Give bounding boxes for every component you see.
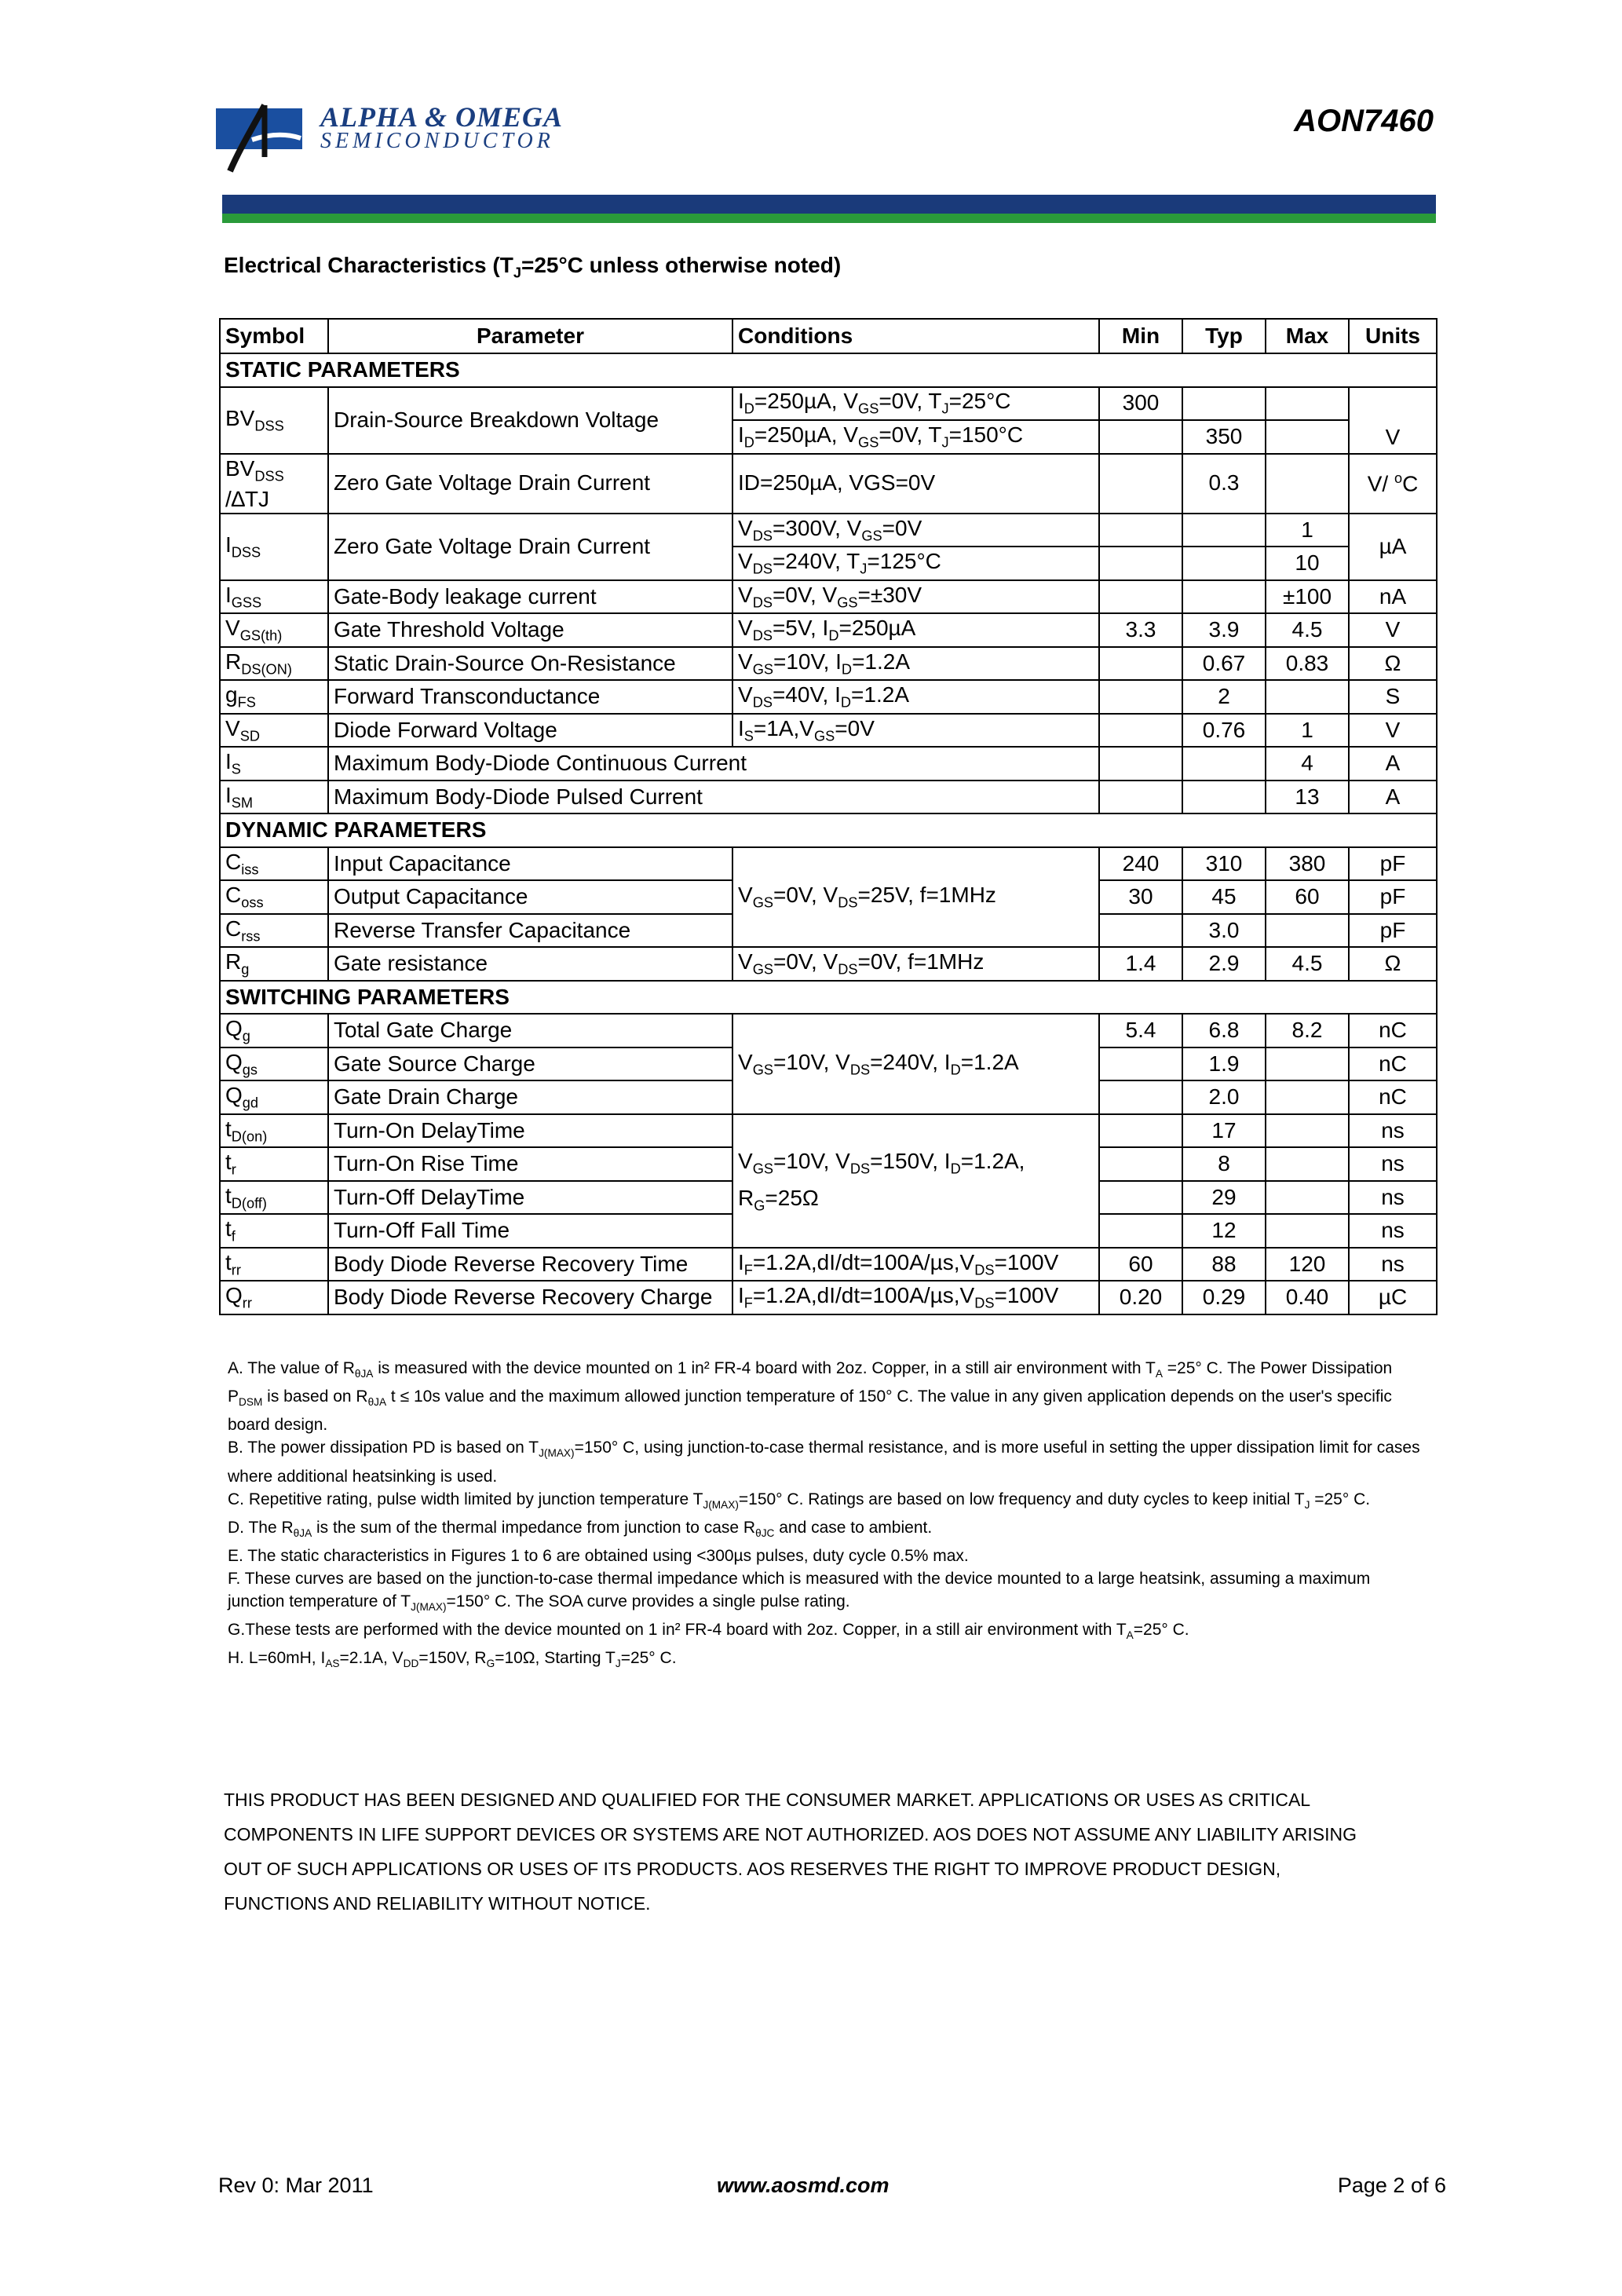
symbol-ism: $I_{SM}$ (220, 781, 328, 814)
note-e: E. The static characteristics in Figures 1 to 6 are obtained using <300µs pulses, duty cycle 0.5% max. (228, 1546, 969, 1565)
symbol-rdson: $R_{DS(ON)}$ (220, 647, 328, 681)
section-switching: SWITCHING PARAMETERS (220, 981, 1437, 1015)
typ-trr: 88 (1182, 1248, 1266, 1281)
table-row (220, 714, 1437, 748)
max-ciss: 380 (1266, 847, 1349, 881)
units-rg: Ω (1349, 947, 1437, 981)
symbol-gfs: $g_{FS}$ (220, 680, 328, 714)
typ-bvdss-2: 350 (1182, 420, 1266, 454)
typ-bvdss-tj: 0.3 (1182, 454, 1266, 514)
typ-gfs: 2 (1182, 680, 1266, 714)
symbol-tr: $t_r$ (220, 1147, 328, 1181)
symbol-vsd: $V_{SD}$ (220, 714, 328, 748)
typ-tdon: 17 (1182, 1114, 1266, 1148)
table-row (220, 647, 1437, 681)
symbol-bvdss-tj: $BV_{DSS}$ /∆TJ (220, 454, 328, 514)
min-bvdss-1: 300 (1099, 387, 1182, 421)
max-idss-2: 10 (1266, 547, 1349, 580)
brand-subtitle: SEMICONDUCTOR (320, 129, 554, 153)
max-igss: ±100 (1266, 580, 1349, 614)
symbol-tf: $t_f$ (220, 1214, 328, 1248)
disclaimer-line: OUT OF SUCH APPLICATIONS OR USES OF ITS PRODUCTS. AOS RESERVES THE RIGHT TO IMPROVE PRODUCT DESIGN, (224, 1859, 1281, 1879)
typ-vgsth: 3.9 (1182, 613, 1266, 647)
header-band-blue (222, 195, 1436, 214)
param-qrr: Body Diode Reverse Recovery Charge (328, 1281, 732, 1314)
param-trr: Body Diode Reverse Recovery Time (328, 1248, 732, 1281)
note-b: B. The power dissipation PD is based on $T_{J(MAX)}=150^\circ$ C, using junction-to-case thermal resistance, and is more useful in setting the upper dissipation limit for cases where additional heatsinking is used. (228, 1439, 1420, 1486)
symbol-qgd: $Q_{gd}$ (220, 1080, 328, 1114)
table-row (220, 1281, 1437, 1314)
param-ciss: Input Capacitance (328, 847, 732, 881)
symbol-qrr: $Q_{rr}$ (220, 1281, 328, 1314)
note-h: H. L=60mH, $I_{AS}=2.1A$, $V_{DD}=150V$, $R_G=10\Omega$, Starting $T_J=25^\circ$ C. (228, 1649, 677, 1670)
units-tf: ns (1349, 1214, 1437, 1248)
cond-trr: $I_F=1.2A,dI/dt=100A/\mu s,V_{DS}=100V$ (732, 1248, 1099, 1281)
footer-revision: Rev 0: Mar 2011 (218, 2174, 374, 2197)
cond-bvdss-2: $I_D=250\mu A$, $V_{GS}=0V$, $T_J=150^\circ C$ (732, 420, 1099, 454)
table-row (220, 454, 1437, 514)
table-row (220, 847, 1437, 881)
typ-tf: 12 (1182, 1214, 1266, 1248)
section-static: STATIC PARAMETERS (220, 353, 1437, 387)
units-qgs: nC (1349, 1047, 1437, 1081)
param-rdson: Static Drain-Source On-Resistance (328, 647, 732, 681)
min-rg: 1.4 (1099, 947, 1182, 981)
param-coss: Output Capacitance (328, 880, 732, 914)
disclaimer-line: FUNCTIONS AND RELIABILITY WITHOUT NOTICE. (224, 1893, 651, 1914)
symbol-ciss: $C_{iss}$ (220, 847, 328, 881)
max-is: 4 (1266, 747, 1349, 781)
typ-vsd: 0.76 (1182, 714, 1266, 748)
param-tdoff: Turn-Off DelayTime (328, 1181, 732, 1215)
col-header-typ: Typ (1182, 319, 1266, 353)
units-is: A (1349, 747, 1437, 781)
param-idss: Zero Gate Voltage Drain Current (328, 514, 732, 580)
col-header-conditions: Conditions (732, 319, 1099, 353)
symbol-tdon: $t_{D(on)}$ (220, 1114, 328, 1148)
units-qgd: nC (1349, 1080, 1437, 1114)
param-bvdss-tj: Zero Gate Voltage Drain Current (328, 454, 732, 514)
cond-qrr: $I_F=1.2A,dI/dt=100A/\mu s,V_{DS}=100V$ (732, 1281, 1099, 1314)
param-gfs: Forward Transconductance (328, 680, 732, 714)
note-f: F. These curves are based on the junction-to-case thermal impedance which is measured with the device mounted to a large heatsink, assuming a maximum junction temperature of $T_{J(MAX)}=150^\circ$ C. The SOA curve provides a single pulse rating. (228, 1569, 1371, 1614)
symbol-tdoff: $t_{D(off)}$ (220, 1181, 328, 1215)
max-idss-1: 1 (1266, 514, 1349, 547)
max-qg: 8.2 (1266, 1014, 1349, 1047)
cond-bvdss-tj: ID=250µA, VGS=0V (732, 454, 1099, 514)
symbol-vgsth: $V_{GS(th)}$ (220, 613, 328, 647)
units-ciss: pF (1349, 847, 1437, 881)
table-row (220, 947, 1437, 981)
note-c: C. Repetitive rating, pulse width limited by junction temperature $T_{J(MAX)}=150^\circ$ C. Ratings are based on low frequency and duty cycles to keep initial $T_J =25^\circ$ C. (228, 1490, 1371, 1511)
cond-vgsth: $V_{DS}=5V$, $I_D=250\mu A$ (732, 613, 1099, 647)
param-igss: Gate-Body leakage current (328, 580, 732, 614)
typ-rdson: 0.67 (1182, 647, 1266, 681)
min-vgsth: 3.3 (1099, 613, 1182, 647)
symbol-igss: $I_{GSS}$ (220, 580, 328, 614)
electrical-characteristics-table (219, 318, 1438, 1315)
table-row (220, 747, 1437, 781)
typ-qgd: 2.0 (1182, 1080, 1266, 1114)
col-header-min: Min (1099, 319, 1182, 353)
units-bvdss-tj: V/ $^o$C (1349, 454, 1437, 514)
cond-gfs: $V_{DS}=40V$, $I_D=1.2A$ (732, 680, 1099, 714)
max-qrr: 0.40 (1266, 1281, 1349, 1314)
col-header-parameter: Parameter (328, 319, 732, 353)
units-vsd: V (1349, 714, 1437, 748)
cond-idss-1: $V_{DS}=300V$, $V_{GS}=0V$ (732, 514, 1099, 547)
company-logo-icon (216, 102, 310, 174)
note-d: D. The $R_{\theta JA}$ is the sum of the thermal impedance from junction to case $R_{\theta JC}$ and case to ambient. (228, 1518, 933, 1539)
symbol-qg: $Q_g$ (220, 1014, 328, 1047)
min-qrr: 0.20 (1099, 1281, 1182, 1314)
typ-qgs: 1.9 (1182, 1047, 1266, 1081)
note-a: A. The value of $R_{\theta JA}$ is measured with the device mounted on 1 in² FR-4 board with 2oz. Copper, in a still air environment with $T_A =25^\circ$ C. The Power Dissipation $P_{DSM}$ is based on $R_{\theta JA}$ t ≤ 10s value and the maximum allowed junction temperature of 150° C. The value in any given application depends on the user's specific board design. (228, 1359, 1393, 1435)
symbol-crss: $C_{rss}$ (220, 914, 328, 948)
symbol-idss: $I_{DSS}$ (220, 514, 328, 580)
disclaimer-line: THIS PRODUCT HAS BEEN DESIGNED AND QUALIFIED FOR THE CONSUMER MARKET. APPLICATIONS OR USES AS CRITICAL (224, 1790, 1311, 1810)
max-vgsth: 4.5 (1266, 613, 1349, 647)
typ-qg: 6.8 (1182, 1014, 1266, 1047)
typ-qrr: 0.29 (1182, 1281, 1266, 1314)
units-tdoff: ns (1349, 1181, 1437, 1215)
param-rg: Gate resistance (328, 947, 732, 981)
symbol-qgs: $Q_{gs}$ (220, 1047, 328, 1081)
typ-coss: 45 (1182, 880, 1266, 914)
max-trr: 120 (1266, 1248, 1349, 1281)
table-row (220, 1248, 1437, 1281)
cond-gate-charge: $V_{GS}=10V$, $V_{DS}=240V$, $I_D=1.2A$ (732, 1014, 1099, 1114)
param-qgd: Gate Drain Charge (328, 1080, 732, 1114)
disclaimer (224, 1782, 1441, 1921)
max-rdson: 0.83 (1266, 647, 1349, 681)
max-coss: 60 (1266, 880, 1349, 914)
param-bvdss: Drain-Source Breakdown Voltage (328, 387, 732, 454)
table-row (220, 580, 1437, 614)
disclaimer-line: COMPONENTS IN LIFE SUPPORT DEVICES OR SYSTEMS ARE NOT AUTHORIZED. AOS DOES NOT ASSUME ANY LIABILITY ARISING (224, 1824, 1357, 1844)
col-header-symbol: Symbol (220, 319, 328, 353)
cond-bvdss-1: $I_D=250\mu A$, $V_{GS}=0V$, $T_J=25^\circ C$ (732, 387, 1099, 421)
footer-page-number: Page 2 of 6 (1337, 2174, 1446, 2197)
max-vsd: 1 (1266, 714, 1349, 748)
param-tdon: Turn-On DelayTime (328, 1114, 732, 1148)
units-tdon: ns (1349, 1114, 1437, 1148)
table-header-row (220, 319, 1437, 353)
cond-rg: $V_{GS}=0V$, $V_{DS}=0V$, f=1MHz (732, 947, 1099, 981)
param-vsd: Diode Forward Voltage (328, 714, 732, 748)
symbol-rg: $R_g$ (220, 947, 328, 981)
units-trr: ns (1349, 1248, 1437, 1281)
typ-rg: 2.9 (1182, 947, 1266, 981)
param-tr: Turn-On Rise Time (328, 1147, 732, 1181)
table-row (220, 1014, 1437, 1047)
symbol-coss: $C_{oss}$ (220, 880, 328, 914)
units-crss: pF (1349, 914, 1437, 948)
part-number: AON7460 (1294, 104, 1434, 138)
param-tf: Turn-Off Fall Time (328, 1214, 732, 1248)
max-rg: 4.5 (1266, 947, 1349, 981)
table-row (220, 1114, 1437, 1148)
param-crss: Reverse Transfer Capacitance (328, 914, 732, 948)
symbol-trr: $t_{rr}$ (220, 1248, 328, 1281)
col-header-max: Max (1266, 319, 1349, 353)
section-dynamic: DYNAMIC PARAMETERS (220, 813, 1437, 847)
cond-switching: $V_{GS}=10V$, $V_{DS}=150V$, $I_D=1.2A$, $R_G=25\Omega$ (732, 1114, 1099, 1248)
table-row (220, 613, 1437, 647)
units-tr: ns (1349, 1147, 1437, 1181)
units-rdson: Ω (1349, 647, 1437, 681)
units-idss: µA (1349, 514, 1437, 580)
units-coss: pF (1349, 880, 1437, 914)
units-igss: nA (1349, 580, 1437, 614)
units-bvdss: V (1349, 387, 1437, 454)
cond-rdson: $V_{GS}=10V$, $I_D=1.2A$ (732, 647, 1099, 681)
min-coss: 30 (1099, 880, 1182, 914)
cond-igss: $V_{DS}=0V$, $V_{GS}=\pm 30V$ (732, 580, 1099, 614)
param-is: Maximum Body-Diode Continuous Current (328, 747, 1099, 781)
min-qg: 5.4 (1099, 1014, 1182, 1047)
units-gfs: S (1349, 680, 1437, 714)
footer-website-link[interactable]: www.aosmd.com (717, 2174, 890, 2197)
typ-ciss: 310 (1182, 847, 1266, 881)
units-vgsth: V (1349, 613, 1437, 647)
units-qrr: µC (1349, 1281, 1437, 1314)
max-ism: 13 (1266, 781, 1349, 814)
typ-crss: 3.0 (1182, 914, 1266, 948)
typ-tdoff: 29 (1182, 1181, 1266, 1215)
cond-idss-2: $V_{DS}=240V$, $T_J=125^\circ C$ (732, 547, 1099, 580)
cond-capacitance: $V_{GS}=0V$, $V_{DS}=25V$, f=1MHz (732, 847, 1099, 948)
table-row (220, 387, 1437, 421)
param-qgs: Gate Source Charge (328, 1047, 732, 1081)
units-qg: nC (1349, 1014, 1437, 1047)
cond-vsd: $I_S=1A,V_{GS}=0V$ (732, 714, 1099, 748)
symbol-bvdss: $BV_{DSS}$ (220, 387, 328, 454)
min-trr: 60 (1099, 1248, 1182, 1281)
col-header-units: Units (1349, 319, 1437, 353)
param-vgsth: Gate Threshold Voltage (328, 613, 732, 647)
symbol-is: $I_S$ (220, 747, 328, 781)
min-ciss: 240 (1099, 847, 1182, 881)
units-ism: A (1349, 781, 1437, 814)
header-band-green (222, 214, 1436, 223)
typ-tr: 8 (1182, 1147, 1266, 1181)
note-g: G.These tests are performed with the device mounted on 1 in² FR-4 board with 2oz. Copper, in a still air environment with $T_A=25^\circ$ C. (228, 1621, 1189, 1642)
table-row (220, 514, 1437, 547)
footnotes (228, 1357, 1421, 1676)
section-title: Electrical Characteristics ($T_J=25^\circ C$ unless otherwise noted) (224, 253, 842, 281)
table-row (220, 680, 1437, 714)
table-row (220, 781, 1437, 814)
param-ism: Maximum Body-Diode Pulsed Current (328, 781, 1099, 814)
brand-name: ALPHA & OMEGA (320, 101, 564, 133)
param-qg: Total Gate Charge (328, 1014, 732, 1047)
